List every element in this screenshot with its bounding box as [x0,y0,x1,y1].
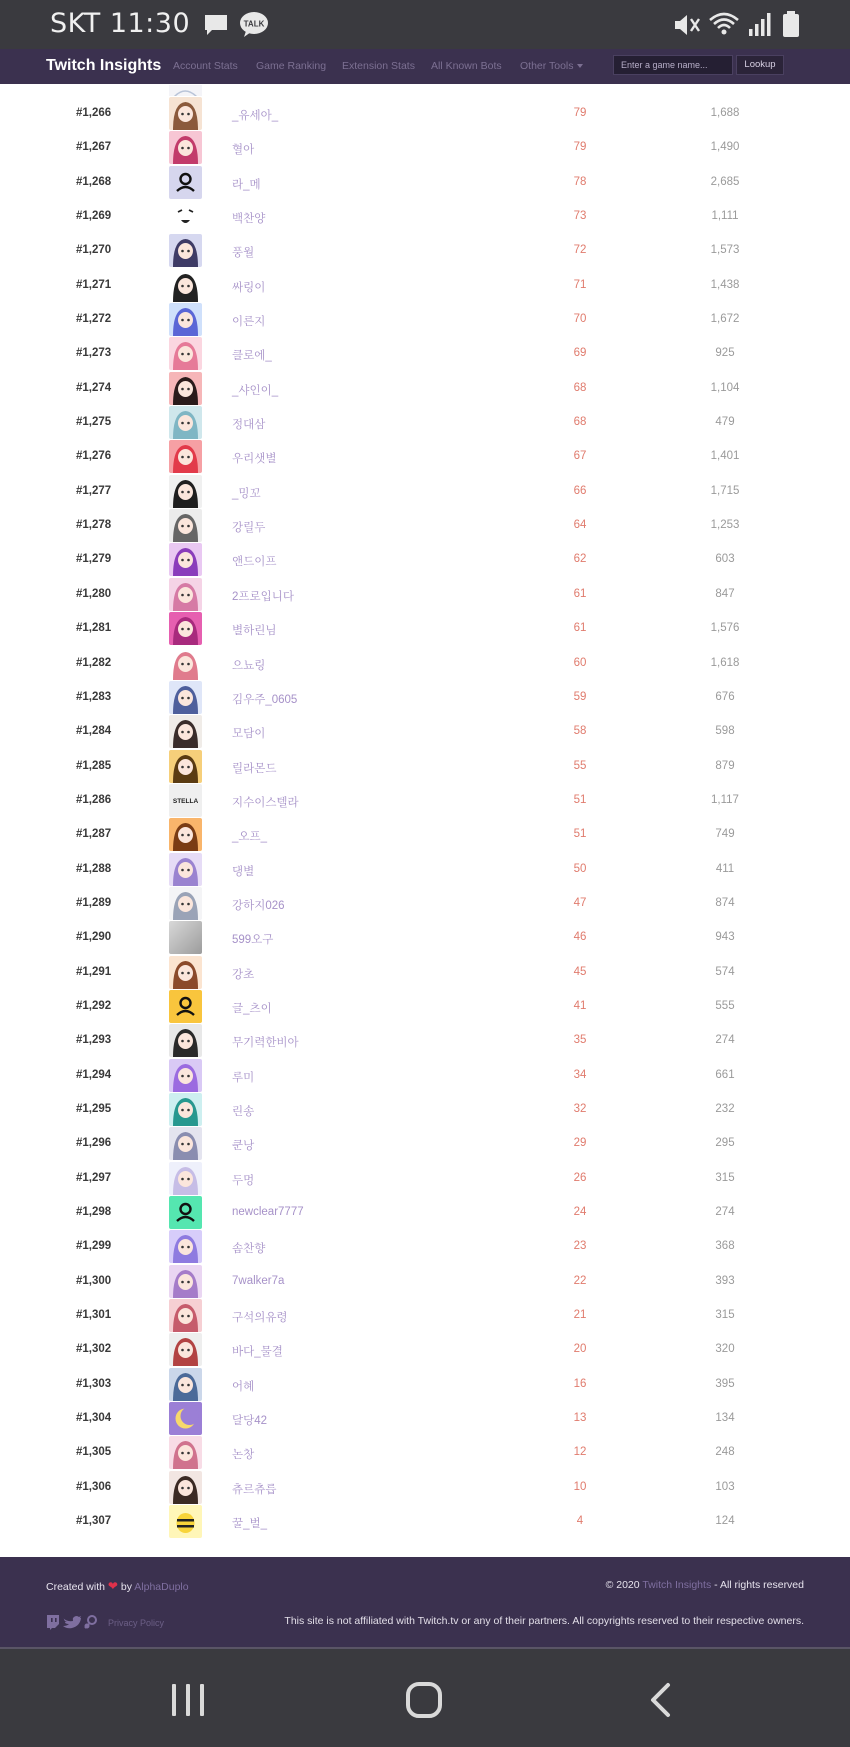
rank-cell: #1,282 [76,656,112,669]
table-row [0,956,850,990]
rank-cell: #1,275 [76,416,112,429]
channel-name-link[interactable]: 릴라몬드 [232,762,277,775]
viewers-count: 68 [573,416,587,429]
channel-name-link[interactable]: 7walker7a [232,1274,285,1287]
avatar[interactable] [169,990,202,1023]
viewers-count: 47 [573,896,587,909]
channel-name-link[interactable]: 클로에_ [232,350,272,363]
viewers-count: 4 [576,1515,584,1528]
channel-name-link[interactable]: 김우주_0605 [232,693,298,706]
followers-count: 315 [715,1309,735,1322]
avatar[interactable] [169,647,202,680]
nav-other-tools-dropdown[interactable] [520,60,583,72]
viewers-count: 64 [573,519,587,532]
followers-count: 315 [715,1171,735,1184]
rank-cell: #1,294 [76,1068,112,1081]
steam-icon[interactable] [85,1616,97,1629]
table-row [0,578,850,612]
followers-count: 749 [715,828,735,841]
table-row [0,1230,850,1264]
followers-count: 1,576 [710,622,740,635]
rank-cell: #1,279 [76,553,112,566]
table-row [0,166,850,200]
viewers-count: 16 [573,1377,587,1390]
viewers-count: 32 [573,1102,587,1115]
rank-cell: #1,277 [76,484,112,497]
viewers-count: 72 [573,244,587,257]
viewers-count: 62 [573,553,587,566]
channel-name-link[interactable]: 두멍 [232,1174,255,1187]
talk-icon [239,11,269,38]
brand-logo[interactable]: Twitch Insights [46,57,162,74]
followers-count: 1,111 [711,210,739,223]
followers-count: 295 [715,1137,735,1150]
rank-cell: #1,281 [76,622,112,635]
channel-name-link[interactable]: 무기력한비아 [232,1037,299,1050]
viewers-count: 78 [573,175,587,188]
avatar[interactable] [169,1230,202,1263]
rank-cell: #1,278 [76,519,112,532]
channel-name-link[interactable]: _오프_ [232,831,268,844]
viewers-count: 23 [573,1240,587,1253]
followers-count: 603 [715,553,735,566]
rank-cell: #1,284 [76,725,112,738]
table-row [0,1333,850,1367]
privacy-policy-link[interactable]: Privacy Policy [108,1618,165,1628]
avatar[interactable] [169,475,202,508]
followers-count: 274 [715,1206,735,1218]
table-row [0,1024,850,1058]
followers-count: 874 [715,896,735,909]
table-row [0,990,850,1024]
followers-count: 1,117 [711,793,739,806]
table-row [0,1196,850,1230]
rank-cell: #1,271 [76,278,112,291]
rank-cell: #1,292 [76,999,112,1012]
rank-cell: #1,285 [76,759,112,772]
table-row [0,337,850,371]
table-row [0,509,850,543]
battery-icon [782,11,800,38]
followers-count: 368 [715,1240,735,1253]
viewers-count: 34 [573,1068,587,1081]
viewers-count: 10 [573,1480,587,1493]
channel-name-link[interactable]: 2프로입니다 [232,590,294,603]
channel-name-link[interactable]: 쿤낭 [232,1140,255,1153]
rank-cell: #1,306 [76,1480,112,1493]
table-row [0,1505,850,1539]
followers-count: 2,685 [710,175,740,188]
twitter-icon[interactable] [63,1616,81,1628]
viewers-count: 24 [573,1206,587,1218]
table-row [0,131,850,165]
rank-cell: #1,270 [76,244,112,257]
followers-count: 274 [715,1034,735,1047]
created-by: by [120,1581,132,1593]
channel-name-link[interactable]: 글_츠이 [232,1002,272,1015]
followers-count: 661 [715,1068,735,1081]
channel-name-link[interactable]: 강하지026 [232,899,285,912]
viewers-count: 20 [573,1343,587,1356]
rank-cell: #1,289 [76,896,112,909]
lookup-button[interactable]: Lookup [736,55,784,75]
rank-cell: #1,307 [76,1515,112,1528]
home-icon[interactable] [405,1681,443,1719]
rank-cell: #1,300 [76,1274,112,1287]
channel-name-link[interactable]: _유세아_ [232,110,279,122]
followers-count: 1,253 [710,519,740,532]
nav-extension-stats[interactable]: Extension Stats [342,60,415,72]
channel-name-link[interactable]: 싸링이 [232,281,266,294]
avatar[interactable] [169,715,202,748]
viewers-count: 70 [573,313,587,326]
author-link[interactable]: AlphaDuplo [134,1581,189,1593]
table-row [0,406,850,440]
android-status-bar [0,0,850,49]
channel-name-link[interactable]: 이른지 [232,316,266,329]
site-navbar [0,49,850,84]
avatar[interactable] [169,303,202,336]
followers-count: 1,104 [710,381,740,394]
table-row [0,853,850,887]
avatar[interactable] [169,956,202,989]
rank-cell: #1,296 [76,1137,112,1150]
table-row [0,200,850,234]
avatar[interactable] [169,818,202,851]
avatar[interactable] [169,166,202,199]
talk-badge-text: TALK [243,19,265,29]
avatar[interactable] [169,750,202,783]
back-icon[interactable] [648,1682,672,1718]
table-row [0,1402,850,1436]
avatar[interactable] [169,612,202,645]
followers-count: 1,401 [710,450,740,463]
rank-cell: #1,288 [76,862,112,875]
channel-name-link[interactable]: 츄르츄릅 [232,1483,277,1496]
rank-cell: #1,305 [76,1446,112,1459]
channel-name-link[interactable]: 백찬양 [232,213,266,226]
avatar[interactable] [169,509,202,542]
rank-cell: #1,273 [76,347,112,360]
followers-count: 925 [715,347,735,360]
channel-ranking-table [0,97,850,1539]
created-prefix: Created with [46,1581,105,1593]
avatar[interactable] [169,406,202,439]
avatar[interactable] [169,200,202,233]
channel-name-link[interactable]: 구석의유령 [232,1312,288,1325]
followers-count: 676 [715,690,735,703]
twitch-icon[interactable] [47,1615,59,1630]
viewers-count: 61 [573,622,587,635]
avatar[interactable] [169,440,202,473]
viewers-count: 29 [573,1137,587,1150]
channel-name-link[interactable]: 린송 [232,1105,255,1118]
viewers-count: 66 [573,484,587,497]
viewers-count: 73 [573,210,587,223]
viewers-count: 12 [573,1446,587,1459]
followers-count: 879 [715,759,735,772]
table-row [0,440,850,474]
viewers-count: 41 [573,999,587,1012]
followers-count: 1,715 [710,484,740,497]
channel-name-link[interactable]: 지수이스텔라 [232,796,299,809]
channel-name-link[interactable]: 솜찬향 [232,1243,266,1256]
rank-cell: #1,276 [76,450,112,463]
avatar[interactable] [169,234,202,267]
avatar[interactable] [169,887,202,920]
channel-name-link[interactable]: 풍월 [232,247,255,260]
rank-cell: #1,287 [76,828,112,841]
viewers-count: 55 [573,759,587,772]
channel-name-link[interactable]: 혈아 [232,144,255,157]
table-row [0,681,850,715]
channel-name-link[interactable]: 강초 [232,968,255,981]
viewers-count: 35 [573,1034,587,1047]
table-row [0,1299,850,1333]
followers-count: 1,573 [710,244,740,257]
svg-text:STELLA: STELLA [172,797,199,805]
rank-cell: #1,303 [76,1377,112,1390]
avatar[interactable] [169,97,202,130]
followers-count: 479 [715,416,735,429]
table-row [0,715,850,749]
viewers-count: 50 [573,862,587,875]
android-navigation-bar [0,1649,850,1747]
site-footer [0,1557,850,1647]
viewers-count: 69 [573,347,587,360]
viewers-count: 59 [573,690,587,703]
table-row [0,1127,850,1161]
rank-cell: #1,302 [76,1343,112,1356]
followers-count: 598 [715,725,735,738]
wifi-icon [708,11,740,37]
followers-count: 1,672 [710,313,740,326]
table-row [0,784,850,818]
disclaimer-text: This site is not affiliated with Twitch.tv or any of their partners. All copyrights reserved to their respective owners. [284,1615,804,1627]
rank-cell: #1,291 [76,965,112,978]
avatar[interactable] [169,1299,202,1332]
site-home-link[interactable]: Twitch Insights [642,1579,712,1591]
followers-count: 393 [715,1274,735,1287]
viewers-count: 51 [573,793,587,806]
followers-count: 134 [715,1412,735,1425]
avatar[interactable] [169,921,202,954]
created-with-text [46,1579,189,1593]
avatar[interactable] [169,1402,202,1435]
channel-name-link[interactable]: 앤드이프 [232,556,277,569]
table-row [0,1093,850,1127]
channel-name-link[interactable]: 599오구 [232,934,274,947]
rank-cell: #1,280 [76,587,112,600]
table-row [0,543,850,577]
channel-name-link[interactable]: 어혜 [232,1380,255,1393]
channel-name-link[interactable]: 바다_물결 [232,1346,283,1359]
followers-count: 232 [715,1102,735,1115]
signal-icon [748,12,774,37]
rank-cell: #1,272 [76,313,112,326]
channel-name-link[interactable]: 별하린님 [232,625,277,638]
viewers-count: 22 [573,1274,587,1287]
viewers-count: 79 [573,141,587,154]
nav-all-known-bots[interactable]: All Known Bots [431,60,502,72]
followers-count: 1,490 [710,141,740,154]
table-row [0,750,850,784]
rank-cell: #1,286 [76,793,112,806]
avatar[interactable] [169,578,202,611]
table-row [0,475,850,509]
avatar[interactable] [169,372,202,405]
copyright-year: © 2020 [605,1579,640,1591]
table-row [0,1162,850,1196]
recent-apps-icon[interactable] [168,1683,208,1717]
viewers-count: 61 [573,587,587,600]
rank-cell: #1,293 [76,1034,112,1047]
rank-cell: #1,295 [76,1102,112,1115]
nav-other-tools-label: Other Tools [520,60,574,72]
carrier-time: SKT 11:30 [50,8,191,39]
heart-icon: ❤ [107,1579,118,1593]
rank-cell: #1,299 [76,1240,112,1253]
followers-count: 411 [715,862,735,875]
channel-name-link[interactable]: 우리샛별 [232,453,277,466]
viewers-count: 58 [573,725,587,738]
avatar[interactable] [169,1059,202,1092]
followers-count: 574 [715,965,735,978]
rank-cell: #1,274 [76,381,112,394]
rank-cell: #1,269 [76,210,112,223]
viewers-count: 67 [573,450,587,463]
channel-name-link[interactable]: _밍꼬 [232,487,261,500]
avatar[interactable] [169,269,202,302]
game-search-input[interactable] [613,55,733,75]
channel-name-link[interactable]: 정대삼 [232,419,266,432]
channel-name-link[interactable]: 논창 [232,1449,255,1462]
followers-count: 103 [715,1480,735,1493]
rank-cell: #1,283 [76,690,112,703]
followers-count: 847 [715,587,735,600]
table-row [0,1436,850,1470]
partial-avatar [169,84,202,96]
channel-name-link[interactable]: 꿀_벌_ [232,1518,268,1531]
channel-name-link[interactable]: 루미 [232,1071,255,1084]
rank-cell: #1,267 [76,141,112,154]
table-row [0,818,850,852]
avatar[interactable] [169,1368,202,1401]
viewers-count: 46 [573,931,587,944]
rank-cell: #1,290 [76,931,112,944]
nav-account-stats[interactable]: Account Stats [173,60,238,72]
avatar[interactable] [169,131,202,164]
followers-count: 395 [715,1377,735,1390]
avatar[interactable] [169,1471,202,1504]
viewers-count: 45 [573,965,587,978]
followers-count: 320 [715,1343,735,1356]
table-row [0,1368,850,1402]
viewers-count: 26 [573,1171,587,1184]
avatar[interactable] [169,1333,202,1366]
channel-name-link[interactable]: newclear7777 [232,1206,304,1218]
viewers-count: 68 [573,381,587,394]
followers-count: 1,688 [710,107,740,119]
table-row [0,887,850,921]
message-icon [203,13,229,37]
avatar[interactable] [169,1162,202,1195]
nav-game-ranking[interactable]: Game Ranking [256,60,327,72]
rank-cell: #1,266 [76,107,112,119]
avatar[interactable] [169,337,202,370]
table-row [0,1265,850,1299]
viewers-count: 71 [573,278,587,291]
avatar[interactable] [169,1265,202,1298]
channel-name-link[interactable]: 댕별 [232,865,255,878]
avatar[interactable] [169,784,202,817]
channel-name-link[interactable]: 라_메 [232,178,261,191]
rank-cell: #1,304 [76,1412,112,1425]
table-row [0,372,850,406]
copyright-text [606,1579,804,1591]
rank-cell: #1,297 [76,1171,112,1184]
channel-name-link[interactable]: 모담이 [232,728,266,741]
followers-count: 1,618 [710,656,740,669]
table-row [0,303,850,337]
table-row [0,1059,850,1093]
table-row [0,921,850,955]
followers-count: 248 [715,1446,735,1459]
followers-count: 1,438 [710,278,740,291]
table-row [0,234,850,268]
viewers-count: 21 [573,1309,587,1322]
viewers-count: 60 [573,656,587,669]
avatar[interactable] [169,1127,202,1160]
viewers-count: 13 [573,1412,587,1425]
avatar[interactable] [169,681,202,714]
channel-name-link[interactable]: _샤인이_ [232,384,279,397]
avatar[interactable] [169,1196,202,1229]
rank-cell: #1,301 [76,1309,112,1322]
table-row [0,97,850,131]
avatar[interactable] [169,1024,202,1057]
channel-name-link[interactable]: 달당42 [232,1415,268,1428]
table-row [0,1471,850,1505]
mute-icon [673,12,701,38]
channel-name-link[interactable]: 강릴두 [232,522,266,535]
channel-name-link[interactable]: 으뇨링 [232,659,266,672]
avatar[interactable] [169,1436,202,1469]
rank-cell: #1,298 [76,1206,112,1218]
table-row [0,269,850,303]
followers-count: 124 [715,1515,735,1528]
avatar[interactable] [169,1093,202,1126]
rank-cell: #1,268 [76,175,112,188]
viewers-count: 51 [573,828,587,841]
social-icons [46,1614,106,1633]
avatar[interactable] [169,1505,202,1538]
viewers-count: 79 [573,107,587,119]
followers-count: 555 [715,999,735,1012]
caret-down-icon [577,64,583,68]
followers-count: 943 [715,931,735,944]
table-row [0,612,850,646]
avatar[interactable] [169,853,202,886]
avatar[interactable] [169,543,202,576]
copyright-suffix: - All rights reserved [714,1579,804,1591]
table-row [0,647,850,681]
